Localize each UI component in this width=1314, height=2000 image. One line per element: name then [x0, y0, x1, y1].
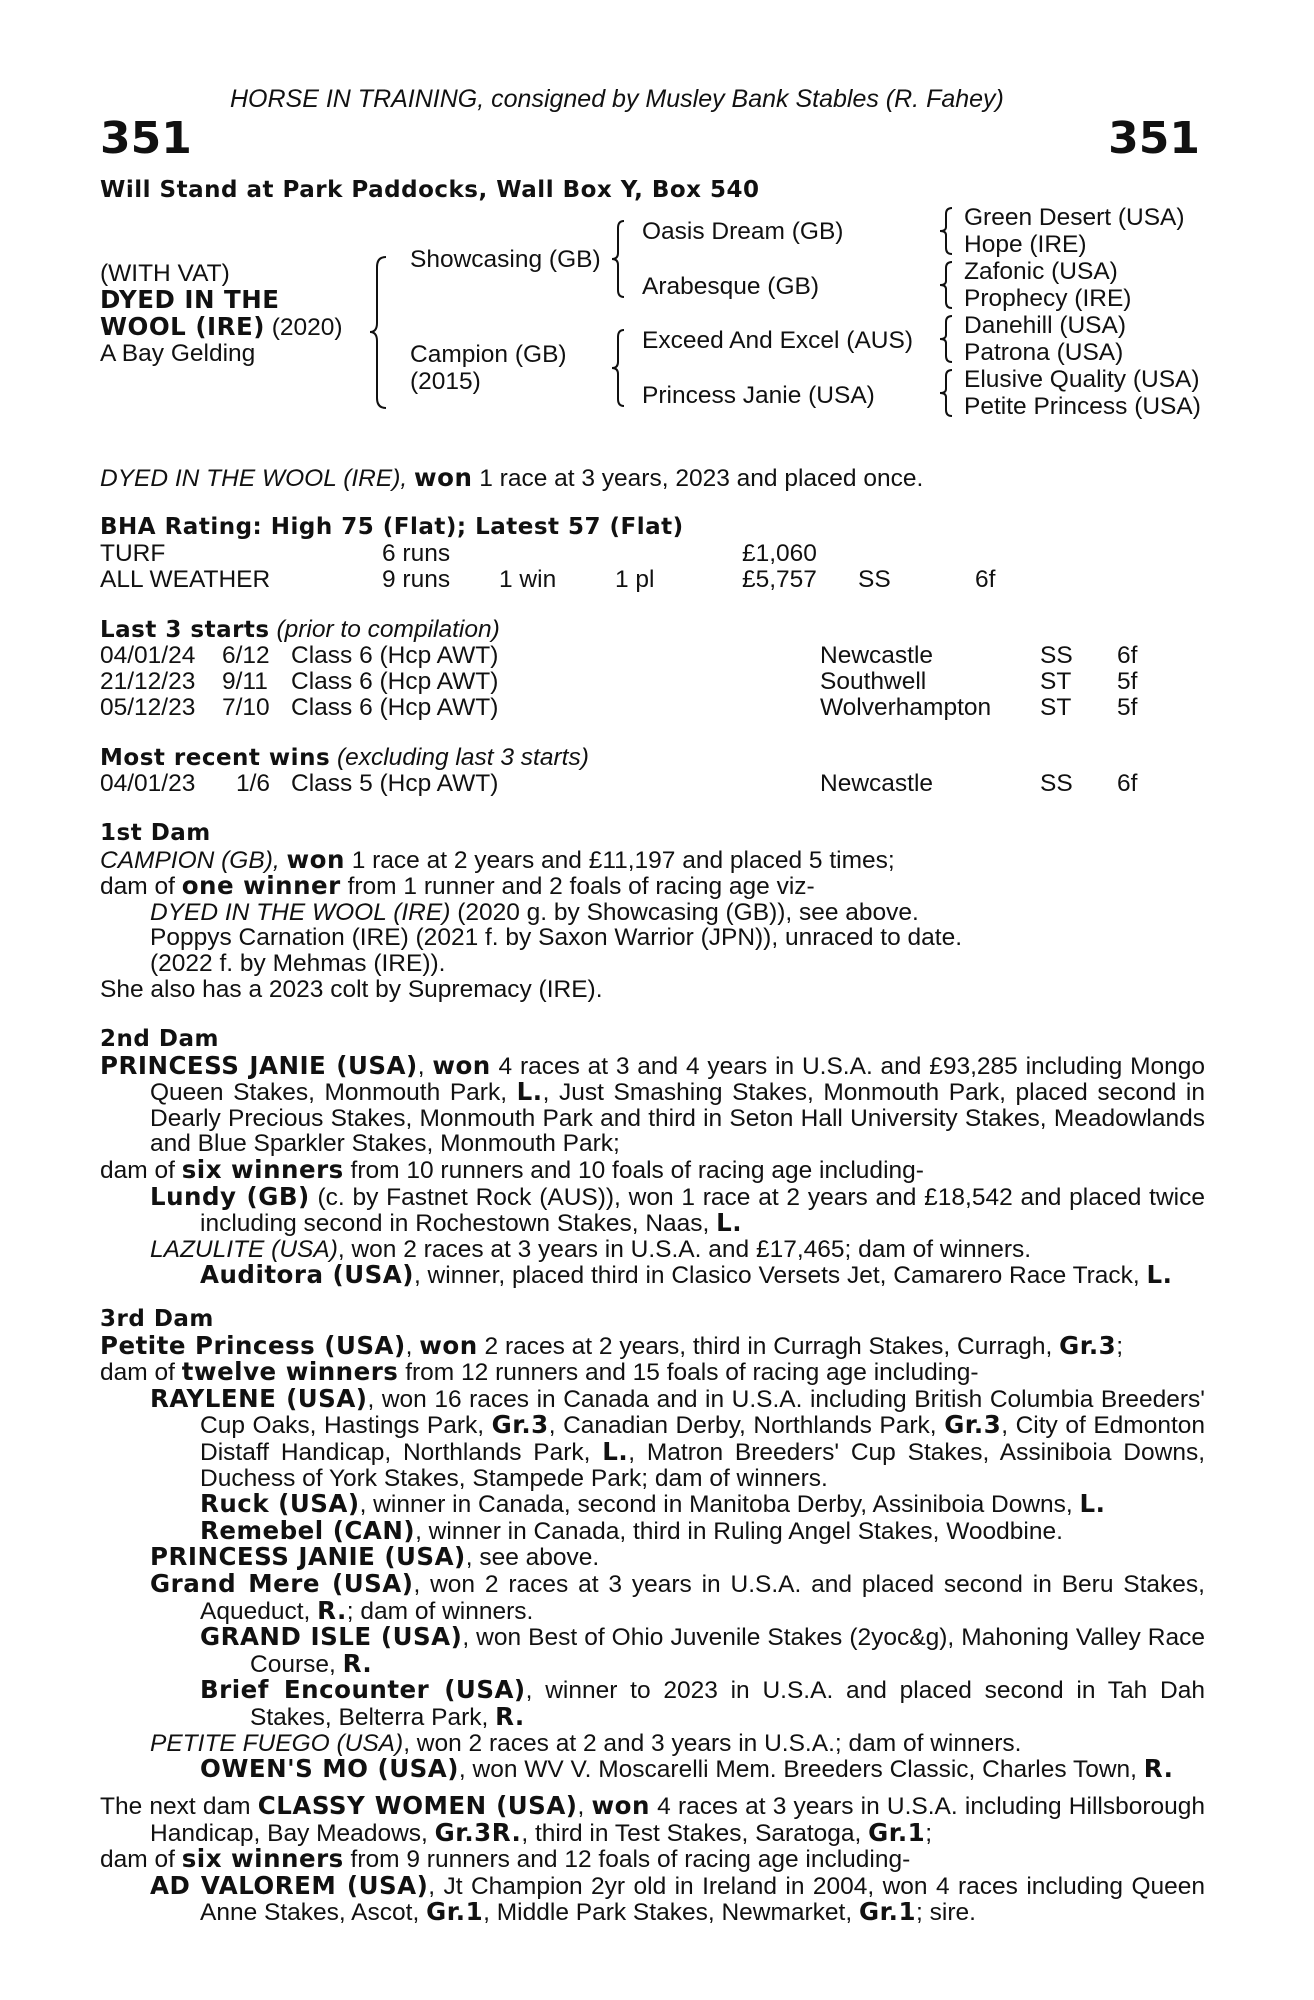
start-course: Wolverhampton: [820, 694, 992, 721]
rating-places: 1 pl: [615, 566, 655, 593]
runners-text: from 9 runners and 12 foals of racing age including-: [350, 1846, 911, 1874]
offspring-text: , won 16 races in Canada and in U.S.A. including British Columbia Breeders' Cup Oaks, Hastings Park,: [200, 1385, 1205, 1440]
record-text: 4 races at 3 and 4 years in U.S.A. and £93,285 including Mongo Queen Stakes, Monmouth Park,: [150, 1052, 1205, 1107]
race-grade: Gr.1: [426, 1897, 484, 1927]
recent-wins-heading: [100, 745, 589, 771]
rating-wins: 1 win: [499, 566, 557, 593]
rating-earnings: £1,060: [742, 540, 817, 567]
offspring-entry: [100, 1544, 1205, 1571]
offspring-name: Remebel (CAN): [200, 1515, 416, 1545]
runners-text: from 12 runners and 15 foals of racing age including-: [405, 1359, 979, 1387]
win-date: 04/01/23: [100, 770, 196, 797]
recent-wins-note: (excluding last 3 starts): [336, 744, 589, 771]
punct: ,: [577, 1793, 585, 1820]
offspring-text: , winner to 2023 in U.S.A. and placed second in Tah Dah Stakes, Belterra Park,: [250, 1677, 1205, 1731]
offspring-text: , won WV V. Moscarelli Mem. Breeders Classic, Charles Town,: [458, 1756, 1137, 1784]
pedigree-gg-5: Danehill (USA): [964, 312, 1127, 339]
race-grade: Gr.1: [858, 1897, 917, 1927]
winners-count: one winner: [181, 871, 341, 901]
second-dam-heading: 2nd Dam: [100, 1026, 219, 1052]
race-grade: L.: [1146, 1260, 1173, 1290]
win-distance: 6f: [1117, 770, 1138, 797]
offspring-text: , won Best of Ohio Juvenile Stakes (2yoc&g), Mahoning Valley Race Course,: [250, 1624, 1206, 1678]
offspring-name: Brief Encounter (USA): [200, 1675, 526, 1705]
race-grade: R.: [495, 1701, 525, 1731]
next-dam-section: [100, 1793, 1205, 1926]
offspring-text: , City of Edmonton Distaff Handicap, Northlands Park,: [200, 1412, 1206, 1466]
offspring-entry: [100, 1181, 1205, 1238]
record-text: 4 races at 3 years in U.S.A. including Hillsborough Handicap, Bay Meadows,: [150, 1793, 1205, 1847]
rating-runs: 9 runs: [382, 566, 451, 593]
winners-count: six winners: [181, 1844, 344, 1874]
pedigree-gg-7: Elusive Quality (USA): [964, 366, 1200, 393]
pedigree-gg-4: Prophecy (IRE): [964, 285, 1132, 312]
third-dam-section: [100, 1307, 1205, 1783]
offspring-text: , Canadian Derby, Northlands Park,: [548, 1412, 937, 1440]
punct: ,: [417, 1052, 425, 1080]
record-text: The next dam: [100, 1793, 251, 1820]
recent-wins-title: Most recent wins: [100, 745, 331, 771]
grand-offspring-entry: [100, 1756, 1205, 1783]
horse-name-cont: WOOL (IRE): [100, 312, 265, 341]
offspring-text: ; sire.: [916, 1899, 976, 1927]
punct: ;: [1116, 1332, 1124, 1360]
offspring-text: , Matron Breeders' Cup Stakes, Assiniboia Downs, Duchess of York Stakes, Stampede Park; dam of winners.: [200, 1438, 1205, 1492]
race-grade: Gr.3: [491, 1410, 549, 1440]
win-position: 1/6: [236, 770, 271, 797]
won-label: won: [432, 1050, 491, 1080]
offspring-entry: [100, 1870, 1205, 1927]
offspring-text: (2020 g. by Showcasing (GB)), see above.: [457, 898, 919, 926]
next-dam-name: CLASSY WOMEN (USA): [257, 1791, 578, 1820]
offspring-name: Auditora (USA): [200, 1260, 414, 1290]
second-dam-name: PRINCESS JANIE (USA): [100, 1050, 418, 1080]
start-date: 05/12/23: [100, 694, 196, 721]
start-going: ST: [1040, 694, 1072, 721]
start-class: Class 6 (Hcp AWT): [291, 642, 499, 669]
offspring-name: Ruck (USA): [200, 1489, 360, 1519]
offspring-text: , winner in Canada, third in Ruling Angel Stakes, Woodbine.: [415, 1517, 1063, 1545]
dam-of-text: dam of: [100, 1359, 175, 1387]
won-label: won: [591, 1791, 650, 1820]
offspring-text: , see above.: [465, 1544, 600, 1572]
first-dam-note: She also has a 2023 colt by Supremacy (IRE).: [100, 975, 603, 1003]
start-course: Southwell: [820, 668, 927, 695]
start-going: ST: [1040, 668, 1072, 695]
pedigree-gg-6: Patrona (USA): [964, 339, 1124, 366]
start-distance: 5f: [1117, 694, 1138, 721]
offspring-name: PRINCESS JANIE (USA): [150, 1542, 466, 1572]
grand-offspring-entry: [100, 1677, 1205, 1730]
offspring-text: ; dam of winners.: [346, 1597, 534, 1625]
race-grade: R.: [342, 1648, 373, 1678]
win-going: SS: [1040, 770, 1073, 797]
offspring-entry: [100, 900, 1205, 926]
offspring-entry: [100, 1383, 1206, 1492]
lot-number-right: 351: [1108, 113, 1200, 164]
win-course: Newcastle: [820, 770, 934, 797]
offspring-entry: [100, 1568, 1205, 1625]
winners-count: twelve winners: [181, 1357, 399, 1387]
dam-of-text: dam of: [100, 1846, 175, 1874]
pedigree-dam-sire: Exceed And Excel (AUS): [642, 327, 913, 354]
start-distance: 6f: [1117, 642, 1138, 669]
pedigree-dam-dam: Princess Janie (USA): [642, 382, 875, 409]
grand-offspring-entry: [100, 1491, 1205, 1518]
pedigree-gg-8: Petite Princess (USA): [964, 393, 1201, 420]
runners-text: from 10 runners and 10 foals of racing age including-: [350, 1156, 924, 1184]
offspring-text: , won 2 races at 3 years in U.S.A. and placed second in Beru Stakes, Aqueduct,: [200, 1570, 1205, 1625]
race-grade: L.: [516, 1077, 543, 1107]
rating-runs: 6 runs: [382, 540, 451, 567]
bracket-dam-parents: [612, 328, 632, 410]
rating-earnings: £5,757: [742, 566, 817, 593]
third-dam-heading: 3rd Dam: [100, 1306, 214, 1332]
offspring-name: Grand Mere (USA): [150, 1568, 414, 1598]
start-position: 7/10: [222, 694, 270, 721]
second-dam-record: [100, 1050, 1205, 1158]
offspring-text: (c. by Fastnet Rock (AUS)), won 1 race at 2 years and £18,542 and placed twice including second in Rochestown Stakes, Naas,: [200, 1183, 1205, 1238]
offspring-name: RAYLENE (USA): [150, 1383, 368, 1413]
start-going: SS: [1040, 642, 1073, 669]
bha-rating: BHA Rating: High 75 (Flat); Latest 57 (Flat): [100, 514, 684, 540]
record-text: 2 races at 2 years, third in Curragh Stakes, Curragh,: [484, 1332, 1053, 1360]
grand-offspring-entry: [100, 1262, 1205, 1289]
offspring-name: LAZULITE (USA): [150, 1235, 338, 1263]
winners-count: six winners: [181, 1154, 344, 1184]
start-date: 04/01/24: [100, 642, 196, 669]
bracket-sire-parents: [612, 219, 632, 301]
pedigree-gg-1: Green Desert (USA): [964, 204, 1185, 231]
rating-surface: TURF: [100, 540, 166, 567]
last3-title: Last 3 starts: [100, 617, 270, 643]
won-label: won: [419, 1330, 478, 1360]
last3-heading: [100, 617, 500, 643]
foaling-year: (2020): [271, 314, 343, 341]
offspring-text: , winner, placed third in Clasico Versets Jet, Camarero Race Track,: [413, 1262, 1140, 1290]
catalogue-header: HORSE IN TRAINING, consigned by Musley Bank Stables (R. Fahey): [230, 85, 1004, 113]
offspring-text: , won 2 races at 2 and 3 years in U.S.A.; dam of winners.: [403, 1729, 1022, 1757]
grand-offspring-entry: [100, 1624, 1205, 1677]
dam-of-text: dam of: [100, 873, 175, 901]
pedigree-gg-3: Zafonic (USA): [964, 258, 1118, 285]
third-dam-produce: [100, 1359, 1205, 1386]
pedigree-sire-dam: Arabesque (GB): [642, 273, 820, 300]
race-grade: L.: [1079, 1489, 1106, 1519]
offspring-text: , won 2 races at 3 years in U.S.A. and £17,465; dam of winners.: [337, 1235, 1032, 1263]
offspring-name: DYED IN THE WOOL (IRE): [150, 898, 451, 926]
rating-surface: ALL WEATHER: [100, 566, 271, 593]
horse-name: DYED IN THE: [100, 285, 280, 314]
dam-of-text: dam of: [100, 1156, 175, 1184]
summary-text: 1 race at 3 years, 2023 and placed once.: [479, 465, 924, 492]
second-dam-produce: [100, 1154, 1205, 1184]
race-grade: L.: [716, 1208, 743, 1238]
offspring-name: AD VALOREM (USA): [150, 1870, 429, 1900]
first-dam-name: CAMPION (GB),: [100, 846, 280, 874]
next-dam-produce: [100, 1846, 1205, 1873]
last3-note: (prior to compilation): [276, 616, 500, 643]
won-label: won: [286, 844, 345, 874]
bracket-g1: [940, 206, 956, 258]
race-grade: Gr.3: [1059, 1330, 1117, 1360]
offspring-entry: Poppys Carnation (IRE) (2021 f. by Saxon Warrior (JPN)), unraced to date.: [150, 924, 963, 952]
race-summary: [100, 465, 923, 492]
pedigree-sire-sire: Oasis Dream (GB): [642, 218, 844, 245]
offspring-entry: [100, 1237, 1205, 1263]
pedigree-sire: Showcasing (GB): [410, 246, 601, 273]
offspring-name: Lundy (GB): [150, 1181, 310, 1211]
start-position: 9/11: [222, 668, 268, 695]
punct: ;: [925, 1819, 933, 1847]
vat-note: (WITH VAT): [100, 260, 230, 287]
offspring-text: , winner in Canada, second in Manitoba Derby, Assiniboia Downs,: [359, 1491, 1073, 1519]
pedigree-dam-year: (2015): [410, 368, 481, 395]
rating-distance: 6f: [975, 566, 996, 593]
offspring-text: , Middle Park Stakes, Newmarket,: [483, 1899, 853, 1927]
race-grade: R.: [1143, 1754, 1174, 1784]
third-dam-name: Petite Princess (USA): [100, 1330, 406, 1360]
win-class: Class 5 (Hcp AWT): [291, 770, 499, 797]
start-date: 21/12/23: [100, 668, 196, 695]
horse-description: A Bay Gelding: [100, 340, 256, 367]
record-text: , third in Test Stakes, Saratoga,: [521, 1819, 862, 1847]
race-grade: Gr.1: [868, 1817, 926, 1847]
first-dam-text: 1 race at 2 years and £11,197 and placed 5 times;: [351, 846, 895, 874]
start-class: Class 6 (Hcp AWT): [291, 668, 499, 695]
race-grade: R.: [317, 1595, 347, 1625]
offspring-text: , Jt Champion 2yr old in Ireland in 2004, won 4 races including Queen Anne Stakes, Ascot,: [200, 1872, 1205, 1927]
bracket-g3: [940, 314, 956, 366]
offspring-name: OWEN'S MO (USA): [200, 1754, 459, 1784]
summary-horse-name: DYED IN THE WOOL (IRE),: [100, 465, 408, 492]
first-dam-section: [100, 821, 1205, 1002]
race-grade: Gr.3: [944, 1410, 1002, 1440]
bracket-g2: [940, 260, 956, 312]
first-dam-heading: 1st Dam: [100, 820, 211, 846]
start-position: 6/12: [222, 642, 270, 669]
grand-offspring-entry: [100, 1515, 1205, 1545]
offspring-name: GRAND ISLE (USA): [200, 1622, 463, 1652]
race-grade: Gr.3R.: [434, 1817, 522, 1847]
next-dam-record: [100, 1793, 1205, 1846]
offspring-entry: (2022 f. by Mehmas (IRE)).: [150, 949, 446, 977]
summary-won: won: [414, 463, 473, 492]
punct: ,: [405, 1332, 413, 1360]
lot-number-left: 351: [100, 113, 192, 164]
first-dam-produce: [100, 873, 1205, 900]
first-dam-record: [100, 844, 1205, 874]
horse-name-line-2: [100, 314, 343, 341]
bracket-parents: [372, 255, 392, 410]
race-grade: L.: [602, 1436, 629, 1466]
start-class: Class 6 (Hcp AWT): [291, 694, 499, 721]
start-course: Newcastle: [820, 642, 934, 669]
stable-location: Will Stand at Park Paddocks, Wall Box Y, Box 540: [100, 177, 760, 203]
record-text: , Just Smashing Stakes, Monmouth Park, placed second in Dearly Precious Stakes, Monmouth Park and third in Seton Hall University Stakes, Meadowlands and Blue Sparkler Stakes, Monmouth Park;: [150, 1079, 1205, 1158]
runners-text: from 1 runner and 2 foals of racing age viz-: [347, 873, 815, 901]
pedigree-gg-2: Hope (IRE): [964, 231, 1087, 258]
offspring-entry: [100, 1731, 1205, 1757]
bracket-g4: [940, 368, 956, 420]
start-distance: 5f: [1117, 668, 1138, 695]
rating-going: SS: [858, 566, 891, 593]
second-dam-section: [100, 1027, 1205, 1289]
offspring-name: PETITE FUEGO (USA): [150, 1729, 404, 1757]
third-dam-record: [100, 1330, 1205, 1360]
pedigree-dam: Campion (GB): [410, 341, 567, 368]
